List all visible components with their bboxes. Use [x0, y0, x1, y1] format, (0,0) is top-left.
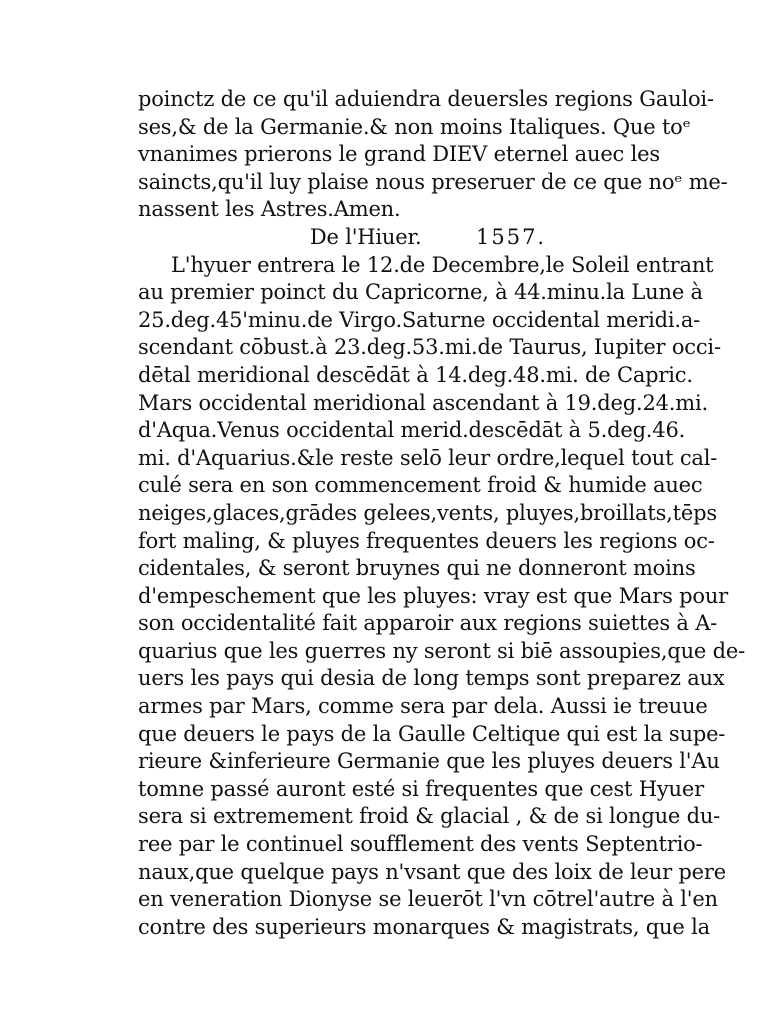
- section-year: 1557.: [475, 224, 547, 249]
- text-line: nassent les Astres.Amen.: [138, 197, 401, 222]
- text-line: neiges,glaces,grādes gelees,vents, pluyes,broillats,tēps: [138, 500, 717, 525]
- text-line: que deuers le pays de la Gaulle Celtique qui est la supe-: [138, 721, 726, 746]
- text-line: en veneration Dionyse se leuerōt l'vn cōtrel'autre à l'en: [138, 887, 718, 912]
- text-line: fort maling, & pluyes frequentes deuers les regions oc-: [138, 528, 715, 553]
- text-line: scendant cōbust.à 23.deg.53.mi.de Taurus, Iupiter occi-: [138, 335, 721, 360]
- text-line: mi. d'Aquarius.&le reste selō leur ordre,lequel tout cal-: [138, 445, 718, 470]
- text-line: armes par Mars, comme sera par dela. Aussi ie treuue: [138, 694, 708, 719]
- text-line: ses,& de la Germanie.& non moins Italiques. Que toᵉ: [138, 114, 691, 139]
- text-line: naux,que quelque pays n'vsant que des loix de leur pere: [138, 859, 726, 884]
- text-line: 25.deg.45'minu.de Virgo.Saturne occidental meridi.a-: [138, 307, 701, 332]
- text-line: ree par le continuel soufflement des vents Septentrio-: [138, 832, 703, 857]
- paragraph-first-line: L'hyuer entrera le 12.de Decembre,le Soleil entrant: [171, 252, 714, 277]
- text-line: rieure &inferieure Germanie que les pluyes deuers l'Au: [138, 749, 720, 774]
- text-line: quarius que les guerres ny seront si biē assoupies,que de-: [138, 638, 745, 663]
- text-line: vnanimes prierons le grand DIEV eternel auec les: [138, 142, 660, 167]
- text-line: son occidentalité fait apparoir aux regions suiettes à A-: [138, 611, 718, 636]
- text-line: saincts,qu'il luy plaise nous preseruer de ce que noᵉ me-: [138, 169, 728, 194]
- text-line: contre des superieurs monarques & magistrats, que la: [138, 914, 710, 939]
- section-heading: [138, 224, 678, 252]
- text-line: poinctz de ce qu'il aduiendra deuersles regions Gauloi-: [138, 87, 714, 111]
- section-title: De l'Hiuer.: [309, 224, 422, 249]
- text-line: cidentales, & seront bruynes qui ne donneront moins: [138, 556, 696, 581]
- text-line: uers les pays qui desia de long temps sont preparez aux: [138, 666, 725, 691]
- text-line: dētal meridional descēdāt à 14.deg.48.mi. de Capric.: [138, 362, 693, 387]
- text-line: d'Aqua.Venus occidental merid.descēdāt à 5.deg.46.: [138, 418, 686, 443]
- text-line: sera si extremement froid & glacial , & de si longue du-: [138, 804, 721, 829]
- text-line: culé sera en son commencement froid & humide auec: [138, 473, 703, 498]
- text-line: Mars occidental meridional ascendant à 19.deg.24.mi.: [138, 390, 708, 415]
- text-block: [138, 86, 745, 941]
- text-line: tomne passé auront esté si frequentes que cest Hyuer: [138, 776, 704, 801]
- text-line: d'empeschement que les pluyes: vray est que Mars pour: [138, 583, 728, 608]
- text-line: au premier poinct du Capricorne, à 44.minu.la Lune à: [138, 280, 703, 305]
